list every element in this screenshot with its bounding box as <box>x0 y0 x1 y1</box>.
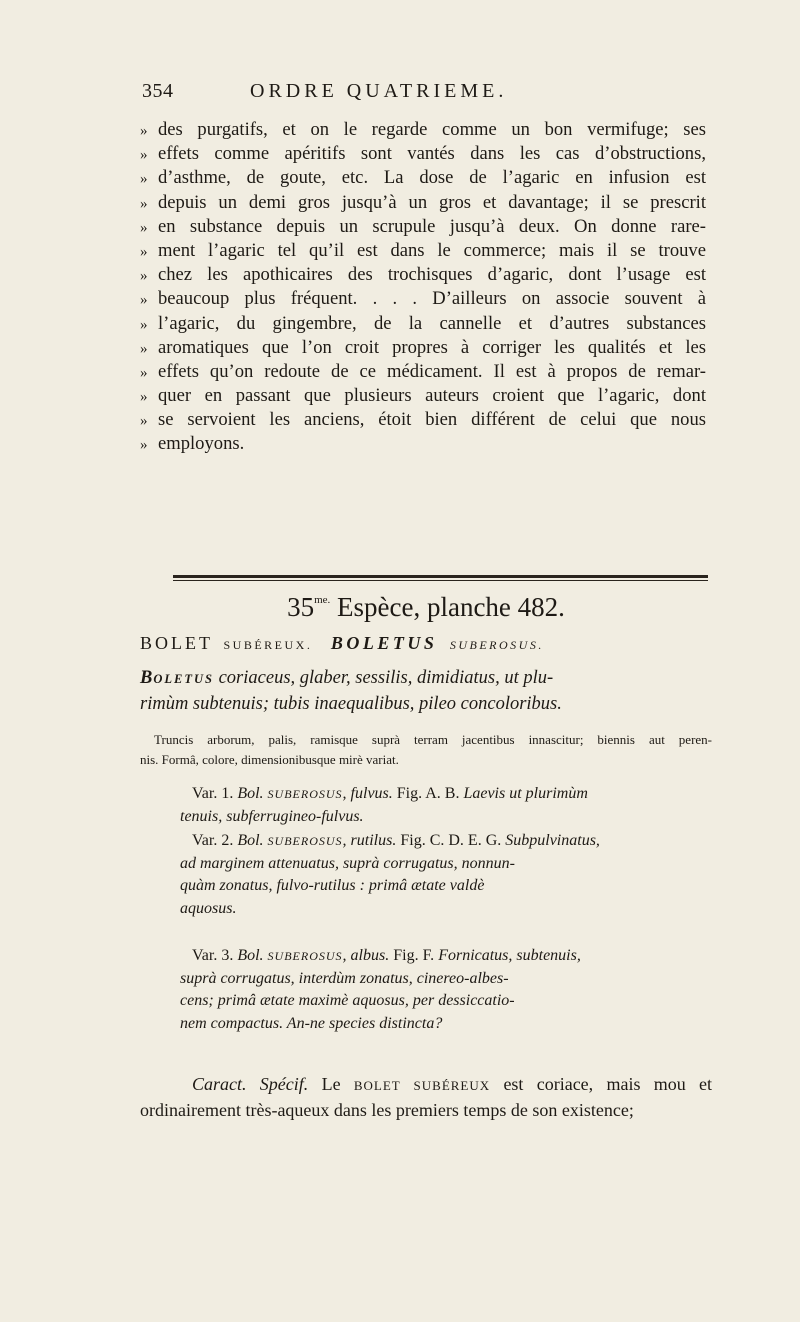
quote-mark: » <box>140 243 148 260</box>
quote-line <box>140 166 712 190</box>
quote-line <box>140 384 712 408</box>
variety-description: Fornicatus, subtenuis, <box>434 947 581 964</box>
quote-line-text: des purgatifs, et on le regarde comme un bon vermifuge; ses <box>158 119 706 140</box>
quote-line-text: quer en passant que plusieurs auteurs croient que l’agaric, dont <box>158 385 706 407</box>
latin-epithet: SUBEROSUS. <box>449 638 544 652</box>
variety-line: nem compactus. An-ne species distincta? <box>180 1014 443 1032</box>
variety-genus: Bol. <box>237 832 264 849</box>
variety-name: , rutilus. <box>342 832 397 849</box>
variety-line: cens; primâ ætate maximè aquosus, per dessiccatio- <box>180 992 515 1009</box>
quote-line-text: effets comme apéritifs sont vantés dans les cas d’obstructions, <box>158 143 706 165</box>
variety-genus: Bol. <box>237 947 264 964</box>
species-number: 35 <box>287 592 315 622</box>
variety-label: Var. 2. <box>192 832 234 849</box>
quote-line-text: chez les apothicaires des trochisques d’agaric, dont l’usage est <box>158 264 706 286</box>
quote-line-text: aromatiques que l’on croit propres à corriger les qualités et les <box>158 336 706 358</box>
latin-genus: BOLETUS <box>330 633 438 653</box>
quote-mark: » <box>140 437 148 454</box>
quoted-passage <box>140 118 712 457</box>
caract-line-1: Caract. Spécif. Le BOLET SUBÉREUX est coriace, mais mou et <box>192 1074 713 1094</box>
variety-line: aquosus. <box>180 899 237 917</box>
variety-entry <box>140 945 712 1035</box>
variety-entry <box>140 783 712 828</box>
quote-mark: » <box>140 364 148 381</box>
quote-line <box>140 191 712 215</box>
species-heading <box>140 592 712 623</box>
species-title-rest: Espèce, planche 482. <box>330 592 565 622</box>
variety-figure: Fig. C. D. E. G. <box>396 832 502 849</box>
quote-line <box>140 239 712 263</box>
section-divider-thick <box>173 575 708 578</box>
section-divider-thin <box>173 580 708 581</box>
diagnosis-line-1: BOLETUS coriaceus, glaber, sessilis, dimidiatus, ut plu- <box>140 668 554 688</box>
species-name-line <box>140 633 712 654</box>
variety-epithet: SUBEROSUS <box>267 949 343 963</box>
quote-line <box>140 360 712 384</box>
quote-mark: » <box>140 316 148 333</box>
quote-mark: » <box>140 171 148 188</box>
quote-line <box>140 215 712 239</box>
variety-genus: Bol. <box>237 785 264 802</box>
variety-figure: Fig. A. B. <box>392 785 460 802</box>
quote-mark: » <box>140 123 148 139</box>
variety-line <box>140 945 712 968</box>
caract-line-2: ordinairement très-aqueux dans les premiers temps de son existence; <box>140 1100 634 1120</box>
quote-line-text: se servoient les anciens, étoit bien différent de celui que nous <box>158 409 706 431</box>
latin-diagnosis <box>140 666 712 717</box>
variety-description: Laevis ut plurimùm <box>459 785 588 802</box>
quote-mark: » <box>140 340 148 357</box>
quote-line <box>140 312 712 336</box>
quote-line-text: employons. <box>158 433 245 455</box>
habitat-line-1: Truncis arborum, palis, ramisque suprà terram jacentibus innascitur; biennis aut peren- <box>154 732 712 747</box>
variety-name: , fulvus. <box>342 785 393 802</box>
quote-mark: » <box>140 219 148 236</box>
quote-line-text: effets qu’on redoute de ce médicament. Il est à propos de remar- <box>158 360 706 382</box>
quote-line <box>140 408 712 432</box>
french-epithet: SUBÉREUX. <box>223 638 313 652</box>
quote-line-text: ment l’agaric tel qu’il est dans le commerce; mais il se trouve <box>158 239 706 261</box>
variety-line <box>140 783 712 806</box>
habitat-note <box>140 730 712 770</box>
variety-label: Var. 1. <box>192 785 234 802</box>
quote-mark: » <box>140 195 148 212</box>
quote-line-text: en substance depuis un scrupule jusqu’à deux. On donne rare- <box>158 215 706 237</box>
species-number-suffix: me. <box>314 594 331 606</box>
quote-line <box>140 142 712 166</box>
french-genus: BOLET <box>140 633 213 653</box>
quote-line-text: l’agaric, du gingembre, de la cannelle et d’autres substances <box>158 312 706 334</box>
variety-description: Subpulvinatus, <box>501 832 600 849</box>
variety-line: ad marginem attenuatus, suprà corrugatus, nonnun- <box>180 854 515 872</box>
diagnosis-line-2: rimùm subtenuis; tubis inaequalibus, pileo concoloribus. <box>140 694 562 714</box>
quote-mark: » <box>140 413 148 430</box>
variety-figure: Fig. F. <box>389 947 435 964</box>
variety-entry <box>140 830 712 920</box>
quote-line-text: d’asthme, de goute, etc. La dose de l’agaric en infusion est <box>158 167 706 189</box>
quote-mark: » <box>140 268 148 285</box>
quote-mark: » <box>140 389 148 406</box>
habitat-line-2: nis. Formâ, colore, dimensionibusque mirè variat. <box>140 752 399 767</box>
page-header <box>142 80 742 120</box>
quote-line-text: depuis un demi gros jusqu’à un gros et davantage; il se prescrit <box>158 191 706 213</box>
specific-characters <box>140 1072 712 1123</box>
variety-epithet: SUBEROSUS <box>267 787 343 801</box>
variety-line: quàm zonatus, fulvo-rutilus : primâ ætate valdè <box>180 877 485 894</box>
page-number: 354 <box>142 80 174 102</box>
variety-line <box>140 830 712 853</box>
variety-epithet: SUBEROSUS <box>267 834 343 848</box>
quote-line-text: beaucoup plus fréquent. . . . D’ailleurs on associe souvent à <box>158 288 706 310</box>
variety-label: Var. 3. <box>192 947 234 964</box>
quote-line <box>140 432 712 456</box>
quote-line <box>140 287 712 311</box>
quote-line <box>140 336 712 360</box>
running-head: ORDRE QUATRIEME. <box>250 80 508 102</box>
variety-line: tenuis, subferrugineo-fulvus. <box>180 807 364 825</box>
variety-line: suprà corrugatus, interdùm zonatus, cinereo-albes- <box>180 969 509 987</box>
variety-name: , albus. <box>342 947 390 964</box>
quote-line <box>140 263 712 287</box>
quote-line <box>140 118 712 142</box>
quote-mark: » <box>140 292 148 309</box>
quote-mark: » <box>140 147 148 164</box>
